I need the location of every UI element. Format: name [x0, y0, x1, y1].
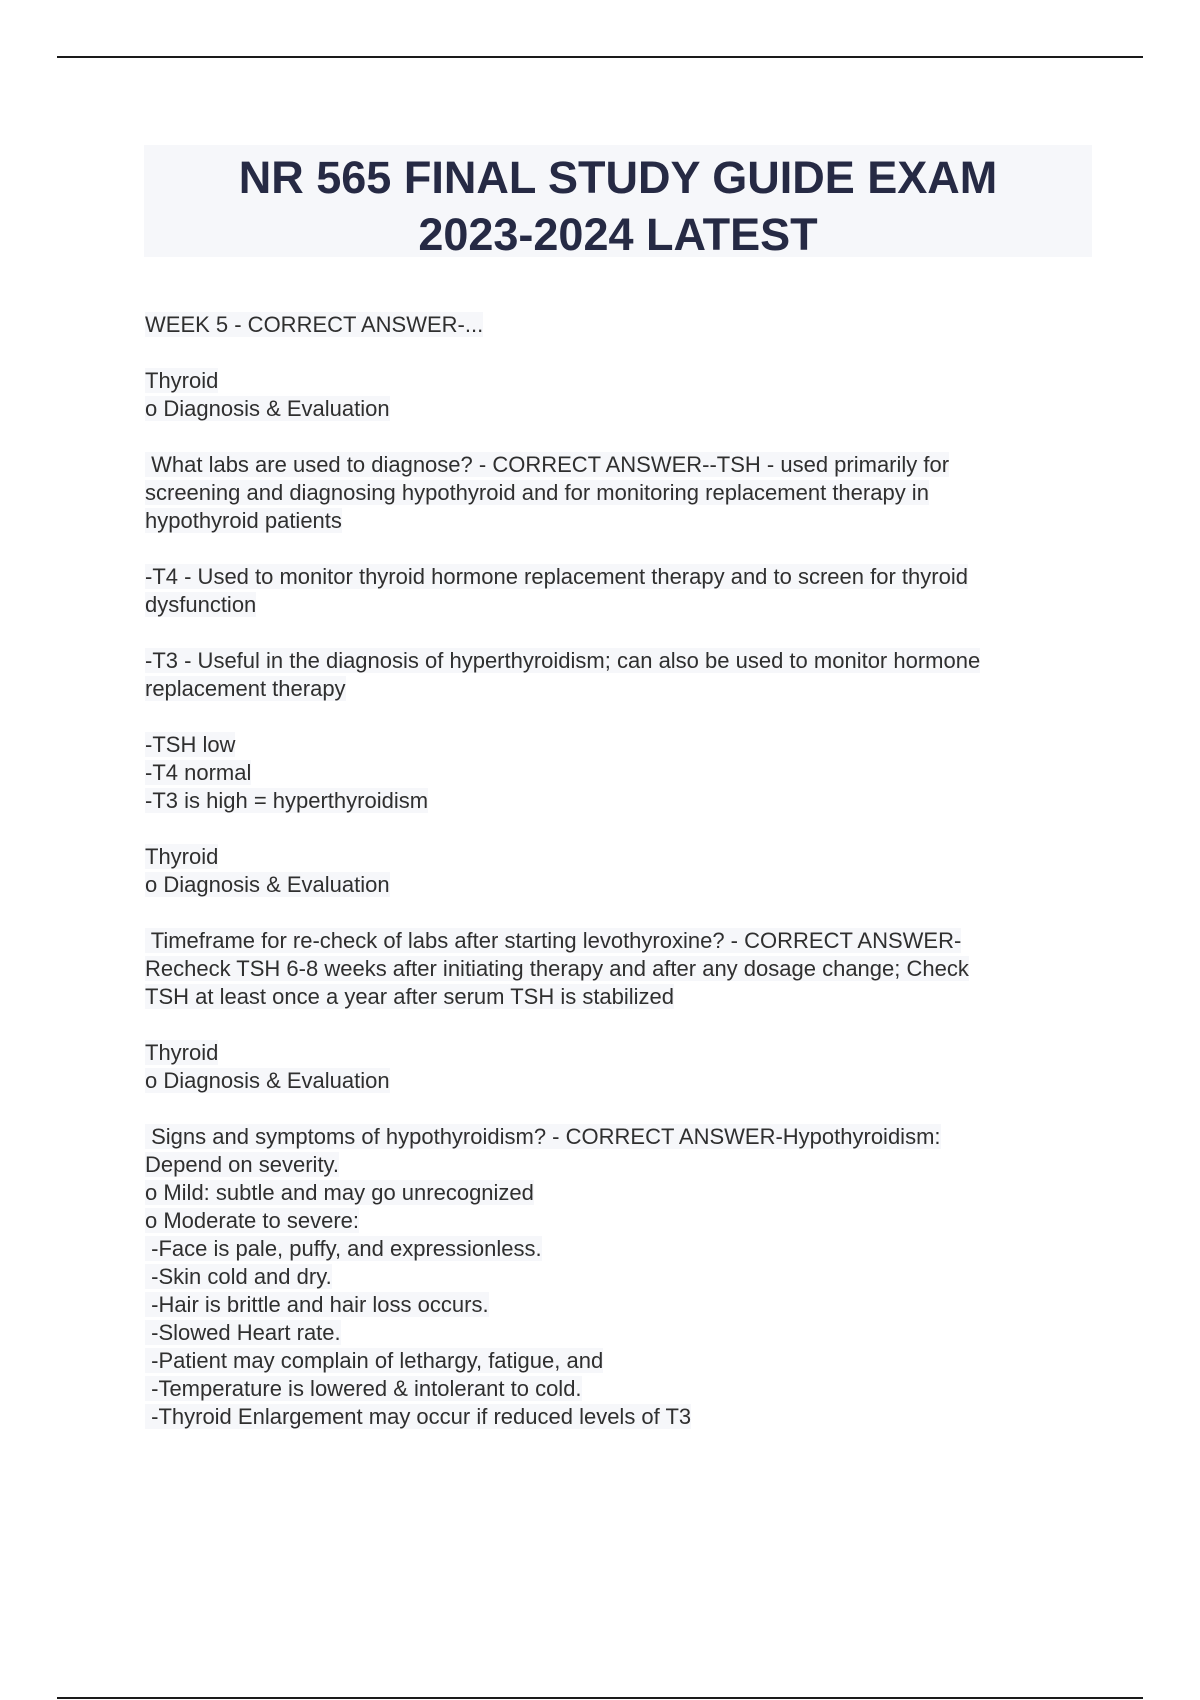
- text-line: [145, 927, 1090, 955]
- paragraph: [145, 1039, 1090, 1095]
- text-line-content: o Mild: subtle and may go unrecognized: [145, 1180, 534, 1205]
- paragraph: [145, 843, 1090, 899]
- paragraph: [145, 927, 1090, 1011]
- text-line: [145, 731, 1090, 759]
- text-line-content: -Skin cold and dry.: [145, 1264, 332, 1289]
- text-line-content: -Thyroid Enlargement may occur if reduced levels of T3: [145, 1404, 692, 1429]
- text-line-content: Thyroid: [145, 368, 219, 393]
- text-line-content: -T3 is high = hyperthyroidism: [145, 788, 429, 813]
- text-line-content: dysfunction: [145, 592, 257, 617]
- text-line: [145, 955, 1090, 983]
- text-line: [145, 843, 1090, 871]
- text-line-content: -Temperature is lowered & intolerant to cold.: [145, 1376, 582, 1401]
- text-line-content: o Moderate to severe:: [145, 1208, 360, 1233]
- text-line: [145, 1347, 1090, 1375]
- text-line-content: -T3 - Useful in the diagnosis of hyperthyroidism; can also be used to monitor hormone: [145, 648, 981, 673]
- paragraph: [145, 367, 1090, 423]
- text-line-content: Depend on severity.: [145, 1152, 340, 1177]
- paragraph: [145, 311, 1090, 339]
- bottom-rule: [57, 1697, 1143, 1699]
- text-line: [145, 591, 1090, 619]
- text-line-content: o Diagnosis & Evaluation: [145, 396, 390, 421]
- paragraph: [145, 647, 1090, 703]
- text-line-content: Timeframe for re-check of labs after starting levothyroxine? - CORRECT ANSWER-: [145, 928, 962, 953]
- text-line: [145, 311, 1090, 339]
- text-line: [145, 1067, 1090, 1095]
- text-line-content: replacement therapy: [145, 676, 346, 701]
- text-line: [145, 787, 1090, 815]
- text-line-content: -T4 - Used to monitor thyroid hormone replacement therapy and to screen for thyroid: [145, 564, 968, 589]
- paragraph: [145, 1123, 1090, 1431]
- text-line: [145, 1039, 1090, 1067]
- text-line-content: Recheck TSH 6-8 weeks after initiating therapy and after any dosage change; Check: [145, 956, 969, 981]
- document-title: [144, 145, 1092, 263]
- text-line: [145, 871, 1090, 899]
- text-line: [145, 1291, 1090, 1319]
- text-line: [145, 1151, 1090, 1179]
- text-line: [145, 647, 1090, 675]
- paragraph: [145, 451, 1090, 535]
- text-line: [145, 1375, 1090, 1403]
- text-line: [145, 1123, 1090, 1151]
- text-line: [145, 759, 1090, 787]
- title-line-1: NR 565 FINAL STUDY GUIDE EXAM: [238, 152, 998, 203]
- text-line-content: hypothyroid patients: [145, 508, 342, 533]
- text-line: [145, 367, 1090, 395]
- text-line-content: o Diagnosis & Evaluation: [145, 872, 390, 897]
- paragraph: [145, 731, 1090, 815]
- text-line: [145, 451, 1090, 479]
- text-line-content: -Hair is brittle and hair loss occurs.: [145, 1292, 489, 1317]
- text-line-content: -TSH low: [145, 732, 236, 757]
- text-line-content: -Slowed Heart rate.: [145, 1320, 341, 1345]
- text-line-content: o Diagnosis & Evaluation: [145, 1068, 390, 1093]
- text-line: [145, 1403, 1090, 1431]
- text-line: [145, 675, 1090, 703]
- text-line: [145, 1235, 1090, 1263]
- title-block: [144, 145, 1092, 260]
- text-line-content: screening and diagnosing hypothyroid and for monitoring replacement therapy in: [145, 480, 929, 505]
- text-line: [145, 1207, 1090, 1235]
- text-line: [145, 479, 1090, 507]
- document-body: [145, 311, 1090, 1459]
- text-line-content: -T4 normal: [145, 760, 252, 785]
- text-line-content: TSH at least once a year after serum TSH is stabilized: [145, 984, 675, 1009]
- text-line-content: -Patient may complain of lethargy, fatigue, and: [145, 1348, 604, 1373]
- text-line-content: Thyroid: [145, 844, 219, 869]
- top-rule: [57, 56, 1143, 58]
- text-line-content: -Face is pale, puffy, and expressionless.: [145, 1236, 542, 1261]
- paragraph: [145, 563, 1090, 619]
- text-line: [145, 1319, 1090, 1347]
- text-line: [145, 507, 1090, 535]
- text-line: [145, 395, 1090, 423]
- text-line: [145, 983, 1090, 1011]
- text-line-content: Signs and symptoms of hypothyroidism? - CORRECT ANSWER-Hypothyroidism:: [145, 1124, 941, 1149]
- text-line-content: Thyroid: [145, 1040, 219, 1065]
- text-line-content: WEEK 5 - CORRECT ANSWER-...: [145, 312, 484, 337]
- text-line-content: What labs are used to diagnose? - CORRECT ANSWER--TSH - used primarily for: [145, 452, 950, 477]
- text-line: [145, 1263, 1090, 1291]
- title-line-2: 2023-2024 LATEST: [418, 209, 818, 260]
- text-line: [145, 563, 1090, 591]
- text-line: [145, 1179, 1090, 1207]
